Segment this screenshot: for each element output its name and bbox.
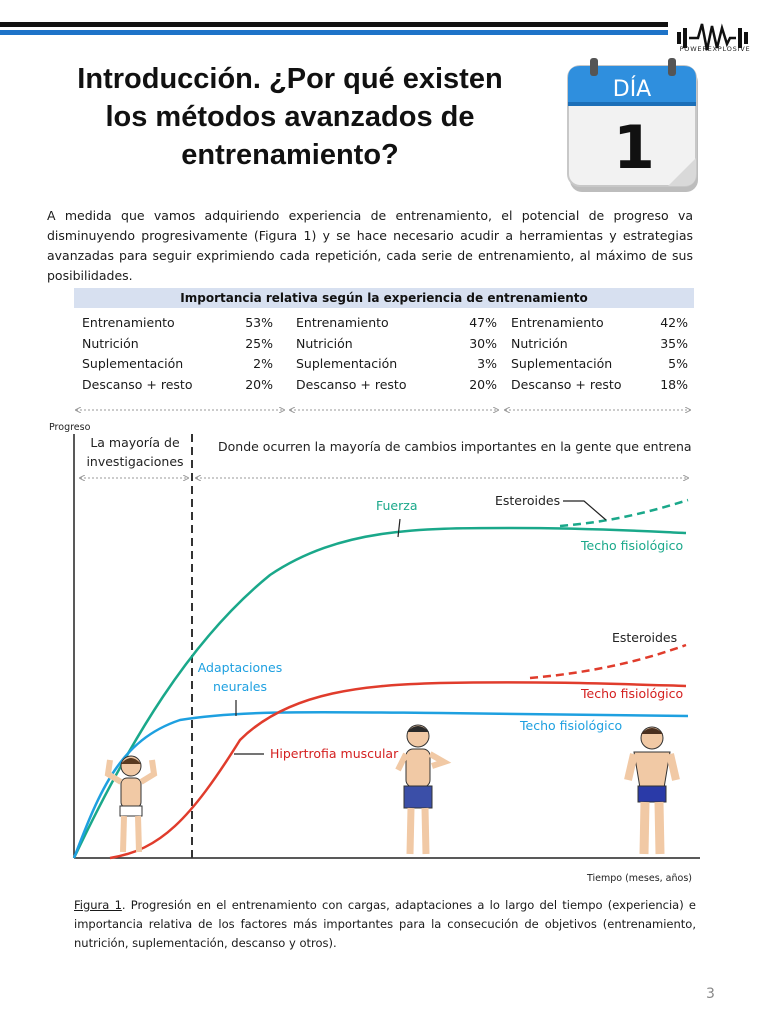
- table-row: Suplementación 2%: [82, 356, 273, 372]
- progress-chart: [40, 400, 740, 900]
- table-row: Entrenamiento 47%: [296, 315, 497, 330]
- header-rule-blue: [0, 30, 668, 35]
- page-number: 3: [706, 986, 715, 1002]
- table-row: Descanso + resto 18%: [511, 376, 688, 392]
- table-title: Importancia relativa según la experiencia de entrenamiento: [74, 288, 694, 308]
- label-fuerza: Fuerza: [376, 498, 418, 513]
- header-rule-black: [0, 22, 668, 27]
- table-row: Nutrición 35%: [511, 335, 688, 351]
- importance-table: [74, 288, 694, 395]
- calendar-label: DÍA: [612, 77, 652, 102]
- calendar-number: 1: [613, 113, 655, 183]
- table-row: Suplementación 5%: [511, 356, 688, 372]
- title-line-3: entrenamiento?: [181, 139, 399, 171]
- table-column-3: [497, 313, 694, 395]
- title-line-1: Introducción. ¿Por qué existen: [77, 63, 503, 95]
- right-region-label: Donde ocurren la mayoría de cambios importantes en la gente que entrena: [218, 439, 692, 454]
- logo-text: POWEREXPLOSIVE: [679, 45, 751, 53]
- label-fuerza-leader: [398, 519, 400, 537]
- caption-text: . Progresión en el entrenamiento con cargas, adaptaciones a lo largo del tiempo (experiencia) e importancia relativa de los factores más importantes para la consecución de objetivos (entrenamiento, nutrición, suplementación, descanso y otros).: [74, 898, 696, 950]
- title-line-2: los métodos avanzados de: [105, 101, 475, 133]
- intro-paragraph: A medida que vamos adquiriendo experiencia de entrenamiento, el potencial de progreso va disminuyendo progresivamente (Figura 1) y se hace necesario acudir a herramientas y estrategias avanzadas para seguir exprimiendo cada repetición, cada serie de entrenamiento, al máximo de sus posibilidades.: [47, 208, 693, 283]
- table-column-1: [74, 313, 281, 395]
- label-steroids-fuerza: Esteroides: [495, 493, 561, 508]
- table-row: Nutrición 25%: [82, 335, 273, 351]
- label-steroids-hipertrofia: Esteroides: [612, 630, 678, 645]
- table-row: Suplementación 3%: [296, 356, 497, 372]
- series-line-neurales: [74, 712, 688, 858]
- figure-intermediate: [398, 725, 444, 854]
- figure-advanced: [628, 727, 676, 854]
- table-row: Descanso + resto 20%: [82, 376, 273, 392]
- caption-ref: Figura 1: [74, 898, 122, 912]
- page-title: [40, 60, 540, 174]
- table-column-2: [281, 313, 497, 395]
- series-steroids-hipertrofia: [530, 645, 686, 678]
- label-neurales-line-1: Adaptaciones: [197, 660, 283, 675]
- figure-caption: [74, 896, 696, 953]
- table-row: Entrenamiento 53%: [82, 315, 273, 330]
- y-axis-label: Progreso: [49, 422, 91, 433]
- label-ceiling-hipertrofia: Techo fisiológico: [581, 686, 684, 701]
- x-axis-label: Tiempo (meses, años): [586, 873, 692, 884]
- label-neurales-line-2: neurales: [212, 679, 268, 694]
- series-line-hipertrofia: [110, 682, 686, 858]
- table-row: Nutrición 30%: [296, 335, 497, 351]
- series-steroids-fuerza: [560, 500, 688, 526]
- label-ceiling-fuerza: Techo fisiológico: [581, 538, 684, 553]
- label-steroids-fuerza-leader: [563, 501, 606, 520]
- calendar-day-icon: [564, 56, 706, 198]
- table-row: Entrenamiento 42%: [511, 315, 688, 330]
- table-row: Descanso + resto 20%: [296, 376, 497, 392]
- label-ceiling-neurales: Techo fisiológico: [520, 718, 623, 733]
- left-region-line-2: investigaciones: [86, 454, 184, 469]
- label-hipertrofia: Hipertrofia muscular: [270, 746, 399, 761]
- left-region-line-1: La mayoría de: [90, 435, 180, 450]
